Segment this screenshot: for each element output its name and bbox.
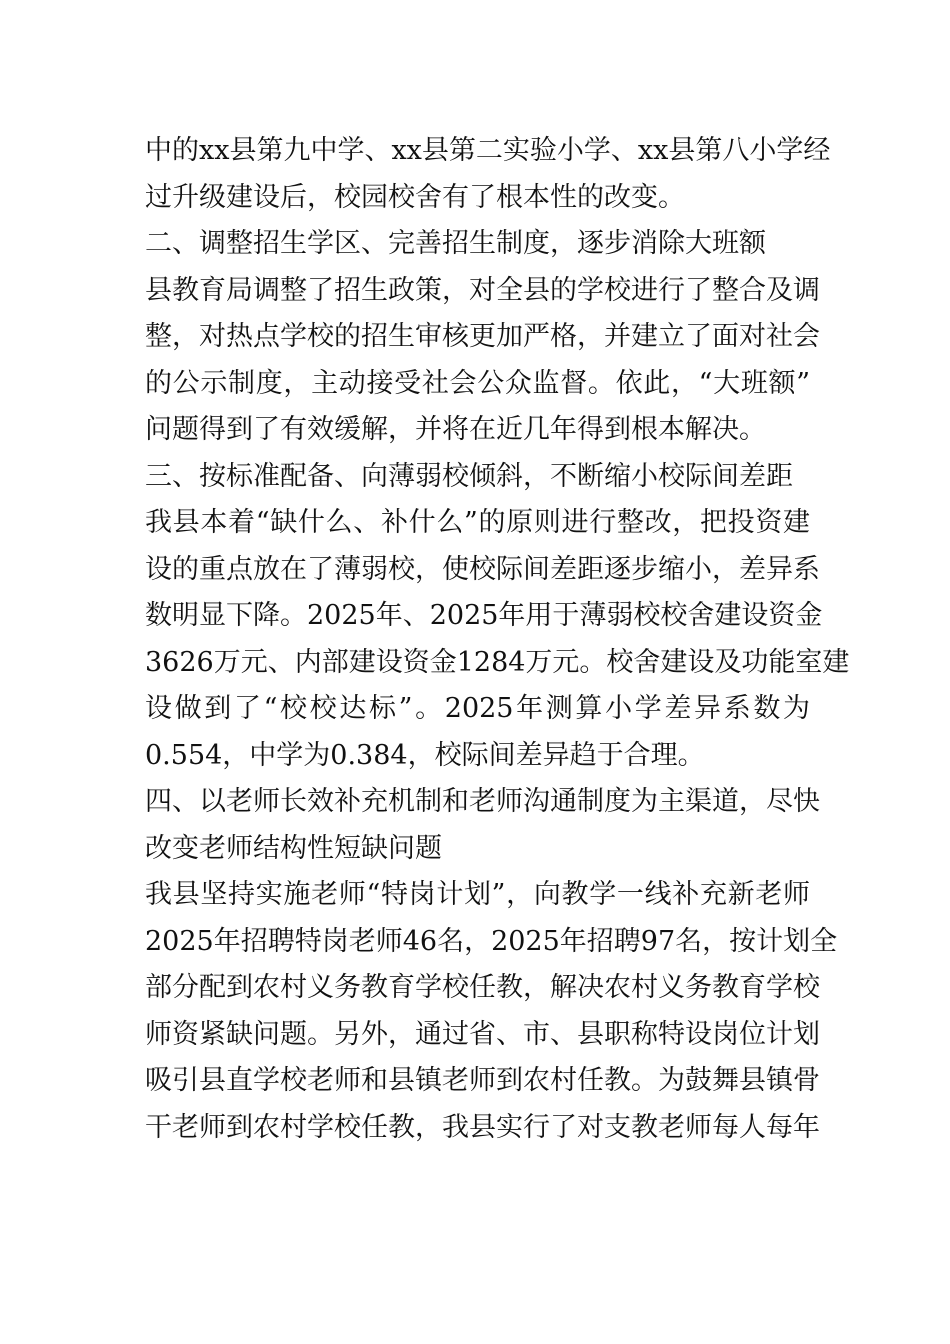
text-line: 我县坚持实施老师“特岗计划”，向教学一线补充新老师 — [145, 879, 810, 910]
text-line: 的公示制度，主动接受社会公众监督。依此，“大班额” — [145, 367, 810, 399]
text-line: 过升级建设后，校园校舍有了根本性的改变。 — [145, 181, 685, 213]
document-body — [145, 128, 850, 1151]
text-line: 问题得到了有效缓解，并将在近几年得到根本解决。 — [145, 414, 766, 445]
text-line: 县教育局调整了招生政策，对全县的学校进行了整合及调 — [145, 274, 820, 306]
text-line: 中的xx县第九中学、xx县第二实验小学、xx县第八小学经 — [145, 135, 831, 166]
text-line: 三、按标准配备、向薄弱校倾斜，不断缩小校际间差距 — [145, 460, 793, 492]
text-line: 二、调整招生学区、完善招生制度，逐步消除大班额 — [145, 228, 766, 259]
text-line: 2025年招聘特岗老师46名，2025年招聘97名，按计划全 — [145, 925, 838, 957]
text-line: 3626万元、内部建设资金1284万元。校舍建设及功能室建 — [145, 646, 850, 678]
text-line: 我县本着“缺什么、补什么”的原则进行整改，把投资建 — [145, 507, 810, 538]
text-line: 0.554，中学为0.384，校际间差异趋于合理。 — [145, 739, 705, 771]
text-line: 吸引县直学校老师和县镇老师到农村任教。为鼓舞县镇骨 — [145, 1065, 820, 1096]
text-line: 设的重点放在了薄弱校，使校际间差距逐步缩小，差异系 — [145, 553, 820, 585]
text-line: 整，对热点学校的招生审核更加严格，并建立了面对社会 — [145, 321, 820, 352]
text-line: 师资紧缺问题。另外，通过省、市、县职称特设岗位计划 — [145, 1018, 820, 1050]
text-line: 四、以老师长效补充机制和老师沟通制度为主渠道，尽快 — [145, 786, 820, 817]
text-line: 部分配到农村义务教育学校任教，解决农村义务教育学校 — [145, 972, 820, 1003]
text-line: 改变老师结构性短缺问题 — [145, 832, 442, 864]
text-line: 设做到了“校校达标”。2025年测算小学差异系数为 — [145, 693, 810, 724]
text-line: 干老师到农村学校任教，我县实行了对支教老师每人每年 — [145, 1111, 820, 1143]
text-line: 数明显下降。2025年、2025年用于薄弱校校舍建设资金 — [145, 600, 823, 631]
